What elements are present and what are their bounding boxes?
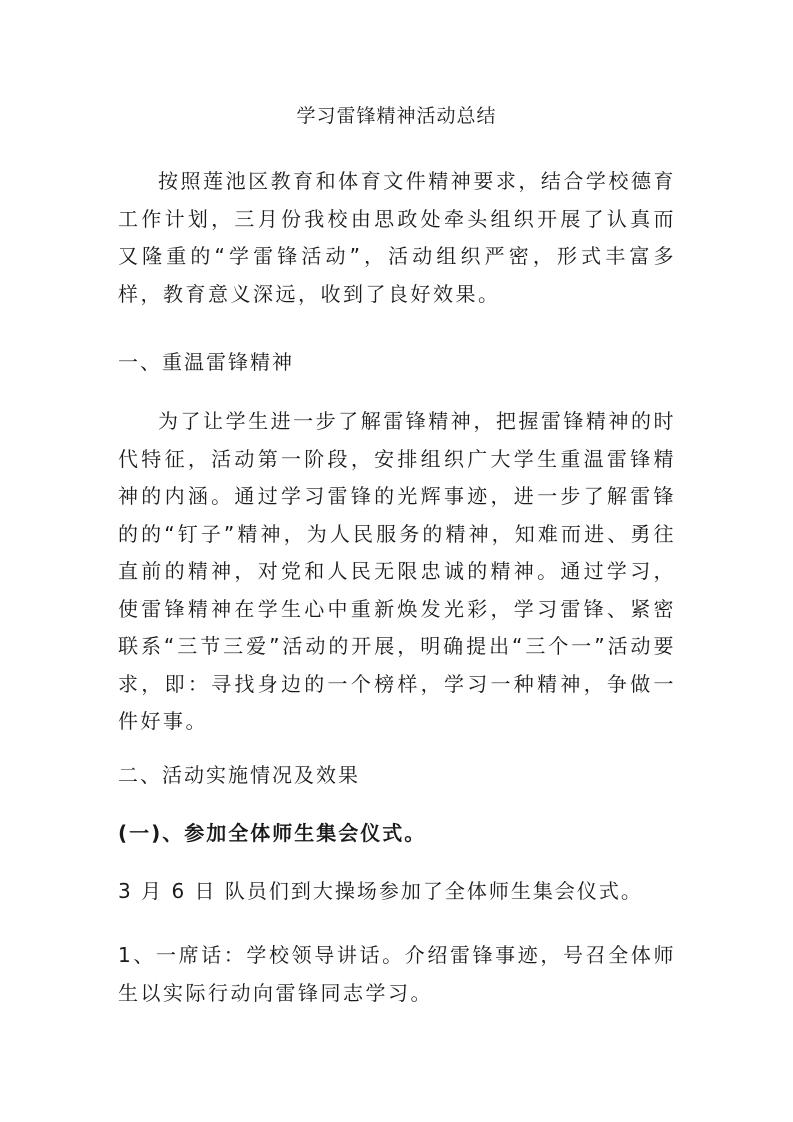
item-1-paragraph: 1、一席话：学校领导讲话。介绍雷锋事迹，号召全体师生以实际行动向雷锋同志学习。 <box>118 943 676 1005</box>
document-title: 学习雷锋精神活动总结 <box>296 105 497 127</box>
section-2-subheading: (一)、参加全体师生集会仪式。 <box>118 821 427 845</box>
section-1-heading: 一、重温雷锋精神 <box>118 350 294 374</box>
section-1-body: 为了让学生进一步了解雷锋精神，把握雷锋精神的时代特征，活动第一阶段，安排组织广大学生重温雷锋精神的内涵。通过学习雷锋的光辉事迹，进一步了解雷锋的的“钉子”精神，为人民服务的精神，知难而进、勇往直前的精神，对党和人民无限忠诚的精神。通过学习，使雷锋精神在学生心中重新焕发光彩，学习雷锋、紧密联系“三节三爱”活动的开展，明确提出“三个一”活动要求，即：寻找身边的一个榜样，学习一种精神，争做一件好事。 <box>118 409 676 733</box>
section-2-heading: 二、活动实施情况及效果 <box>118 763 360 787</box>
intro-paragraph: 按照莲池区教育和体育文件精神要求，结合学校德育工作计划，三月份我校由思政处牵头组织开展了认真而又隆重的“学雷锋活动”，活动组织严密，形式丰富多样，教育意义深远，收到了良好效果。 <box>118 169 676 306</box>
date-line: 3 月 6 日 队员们到大操场参加了全体师生集会仪式。 <box>118 879 643 903</box>
